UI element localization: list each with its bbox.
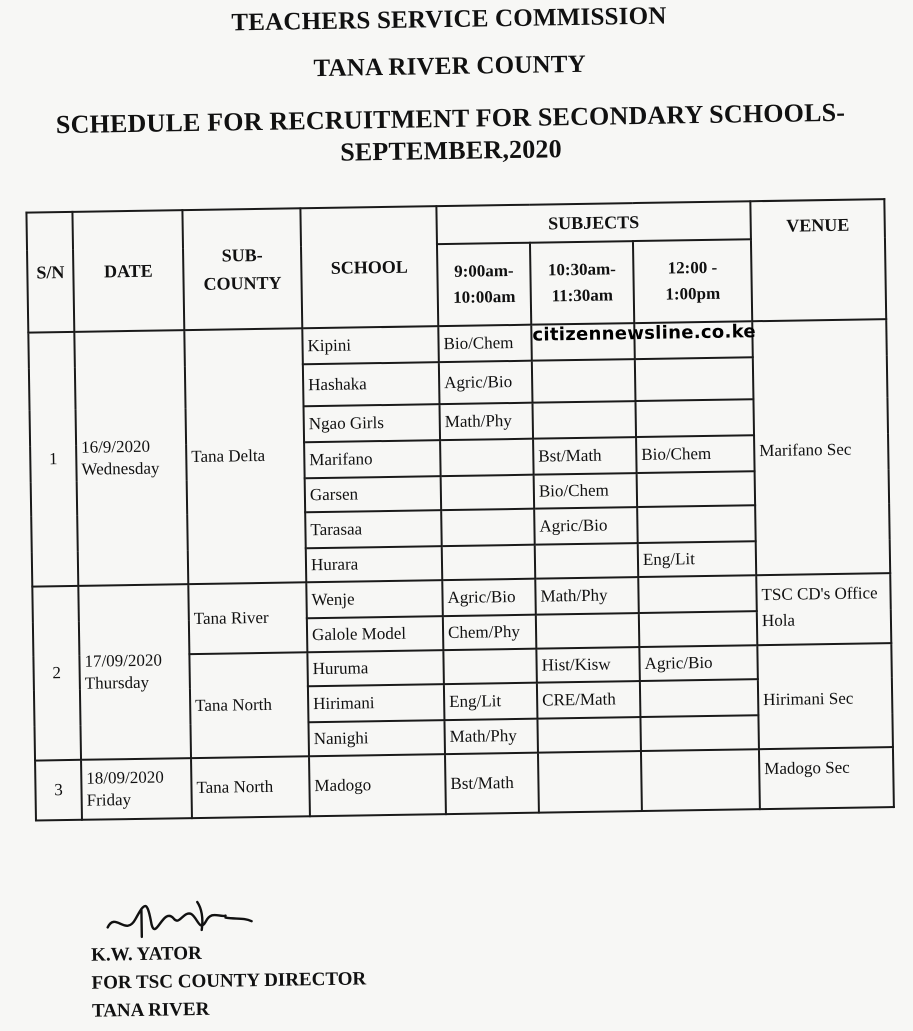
venue-cell: Marifano Sec — [752, 319, 890, 575]
slot1-cell — [443, 649, 537, 684]
school-cell: Ngao Girls — [304, 404, 441, 442]
school-cell: Marifano — [304, 440, 441, 478]
slot1-cell: Math/Phy — [444, 719, 538, 754]
school-cell: Nanighi — [308, 720, 445, 756]
school-cell: Hashaka — [303, 362, 440, 406]
slot2-cell: Math/Phy — [535, 577, 639, 615]
school-cell: Wenje — [306, 580, 443, 618]
sub-county-cell: Tana North — [189, 652, 309, 758]
slot1-cell: Chem/Phy — [443, 615, 537, 650]
date-value: 18/09/2020 — [86, 767, 164, 788]
slot1-cell: Bio/Chem — [438, 325, 532, 362]
sn-cell: 3 — [35, 760, 82, 821]
school-cell: Hirimani — [308, 684, 445, 722]
school-cell: Tarasaa — [305, 510, 442, 548]
recruitment-schedule-table — [25, 198, 895, 821]
slot2-cell — [532, 359, 636, 403]
slot3-cell — [640, 715, 759, 751]
day-value: Friday — [86, 790, 132, 810]
header-county: TANA RIVER COUNTY — [313, 50, 587, 83]
slot3-cell — [641, 749, 760, 811]
header-sn: S/N — [26, 212, 74, 333]
header-month: SEPTEMBER,2020 — [339, 134, 563, 167]
slot3-cell: Bio/Chem — [636, 435, 755, 473]
slot3-cell — [640, 679, 759, 717]
school-cell: Kipini — [302, 326, 439, 364]
sub-county-cell: Tana Delta — [184, 328, 306, 584]
header-slot-3: 12:00 - 1:00pm — [633, 239, 752, 323]
header-schedule-title: SCHEDULE FOR RECRUITMENT FOR SECONDARY SCHOOLS- — [55, 97, 846, 140]
slot1-cell — [441, 509, 535, 546]
slot2-cell — [537, 717, 641, 753]
slot2-cell: Hist/Kisw — [536, 647, 640, 683]
date-cell — [81, 758, 192, 820]
date-value: 16/9/2020 — [80, 436, 151, 457]
header-commission: TEACHERS SERVICE COMMISSION — [231, 2, 667, 37]
slot3-cell — [637, 505, 756, 543]
slot3-cell: Eng/Lit — [638, 541, 757, 577]
slot2-cell: Bst/Math — [533, 437, 637, 475]
sub-county-cell: Tana River — [188, 582, 307, 654]
watermark-text: citizennewsline.co.ke — [532, 321, 757, 346]
sub-county-cell: Tana North — [191, 756, 310, 818]
header-subjects: SUBJECTS — [436, 201, 751, 244]
slot2-cell: Agric/Bio — [534, 507, 638, 545]
slot1-cell — [441, 475, 535, 510]
slot3-cell — [635, 399, 754, 437]
sn-cell: 2 — [32, 586, 81, 761]
school-cell: Galole Model — [307, 616, 444, 652]
school-cell: Huruma — [307, 650, 444, 686]
date-cell — [74, 330, 188, 586]
slot3-cell: Agric/Bio — [639, 645, 758, 681]
school-cell: Hurara — [306, 546, 443, 582]
slot2-cell — [536, 613, 640, 649]
day-value: Wednesday — [81, 458, 160, 479]
slot1-cell: Math/Phy — [439, 403, 533, 440]
slot2-cell: Bio/Chem — [534, 473, 638, 509]
school-cell: Garsen — [305, 476, 442, 512]
venue-cell: TSC CD's Office Hola — [756, 573, 891, 645]
header-date: DATE — [72, 210, 184, 332]
date-value: 17/09/2020 — [84, 650, 163, 671]
header-venue: VENUE — [750, 199, 886, 321]
day-value: Thursday — [84, 672, 150, 693]
header-slot-2: 10:30am-11:30am — [530, 241, 634, 325]
venue-cell: Madogo Sec — [759, 747, 894, 809]
slot3-cell — [635, 357, 754, 401]
slot2-cell — [535, 543, 639, 579]
slot1-cell — [440, 439, 534, 476]
slot2-cell — [532, 401, 636, 439]
table-row — [35, 747, 894, 820]
slot3-cell — [639, 611, 758, 647]
header-school: SCHOOL — [300, 206, 438, 328]
slot1-cell: Eng/Lit — [444, 683, 538, 720]
venue-cell: Hirimani Sec — [757, 643, 893, 749]
sn-cell: 1 — [28, 332, 78, 587]
slot2-cell — [538, 751, 642, 813]
school-cell: Madogo — [309, 754, 446, 816]
header-sub-county: SUB-COUNTY — [182, 208, 302, 330]
signatory-place: TANA RIVER — [91, 998, 210, 1022]
slot1-cell: Agric/Bio — [439, 361, 533, 404]
signatory-role: FOR TSC COUNTY DIRECTOR — [91, 968, 367, 994]
slot1-cell: Agric/Bio — [442, 579, 536, 616]
signature-icon — [101, 887, 262, 950]
slot2-cell: CRE/Math — [537, 681, 641, 719]
slot3-cell — [638, 575, 757, 613]
signatory-name: K.W. YATOR — [90, 942, 202, 966]
slot1-cell: Bst/Math — [445, 753, 539, 814]
date-cell — [78, 584, 191, 760]
slot1-cell — [442, 545, 536, 580]
slot3-cell — [637, 471, 756, 507]
header-slot-1: 9:00am-10:00am — [437, 243, 531, 326]
